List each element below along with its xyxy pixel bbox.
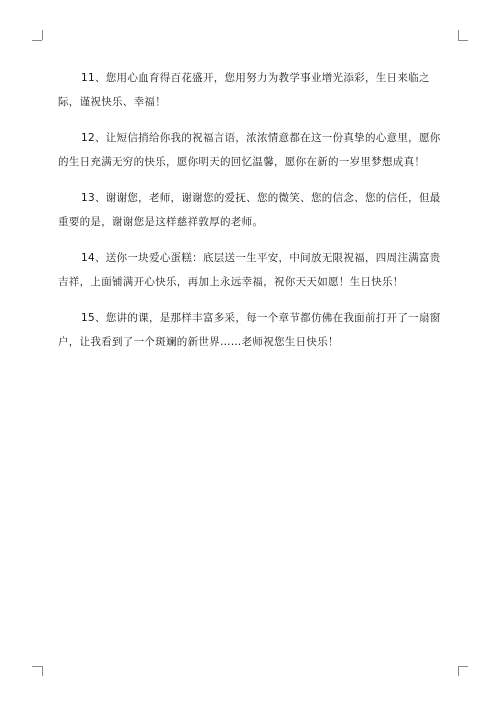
paragraph-12: 12、让短信捎给你我的祝福言语，浓浓情意都在这一份真挚的心意里，愿你的生日充满无穷的快乐，愿你明天的回忆温馨，愿你在新的一岁里梦想成真！	[58, 132, 441, 168]
crop-mark-bottom-left-horizontal	[32, 666, 42, 667]
paragraph-13: 13、谢谢您，老师，谢谢您的爱抚、您的微笑、您的信念、您的信任，但最重要的是，谢谢您是这样慈祥敦厚的老师。	[58, 192, 441, 228]
crop-mark-bottom-right-vertical	[458, 666, 459, 676]
paragraph-14: 14、送你一块爱心蛋糕：底层送一生平安，中间放无限祝福，四周注满富贵吉祥，上面铺满开心快乐，再加上永远幸福，祝你天天如愿！生日快乐！	[58, 252, 441, 288]
crop-mark-bottom-left-vertical	[42, 666, 43, 676]
crop-mark-top-left-vertical	[42, 30, 43, 40]
crop-mark-top-right-horizontal	[458, 40, 468, 41]
paragraph-15: 15、您讲的课，是那样丰富多采，每一个章节都仿佛在我面前打开了一扇窗户，让我看到了一个斑斓的新世界……老师祝您生日快乐！	[58, 312, 441, 348]
crop-mark-top-left-horizontal	[32, 40, 42, 41]
crop-mark-top-right-vertical	[458, 30, 459, 40]
document-body	[58, 66, 446, 366]
paragraph-11: 11、您用心血育得百花盛开，您用努力为教学事业增光添彩，生日来临之际，谨祝快乐、幸福！	[58, 72, 430, 108]
crop-mark-bottom-right-horizontal	[458, 666, 468, 667]
